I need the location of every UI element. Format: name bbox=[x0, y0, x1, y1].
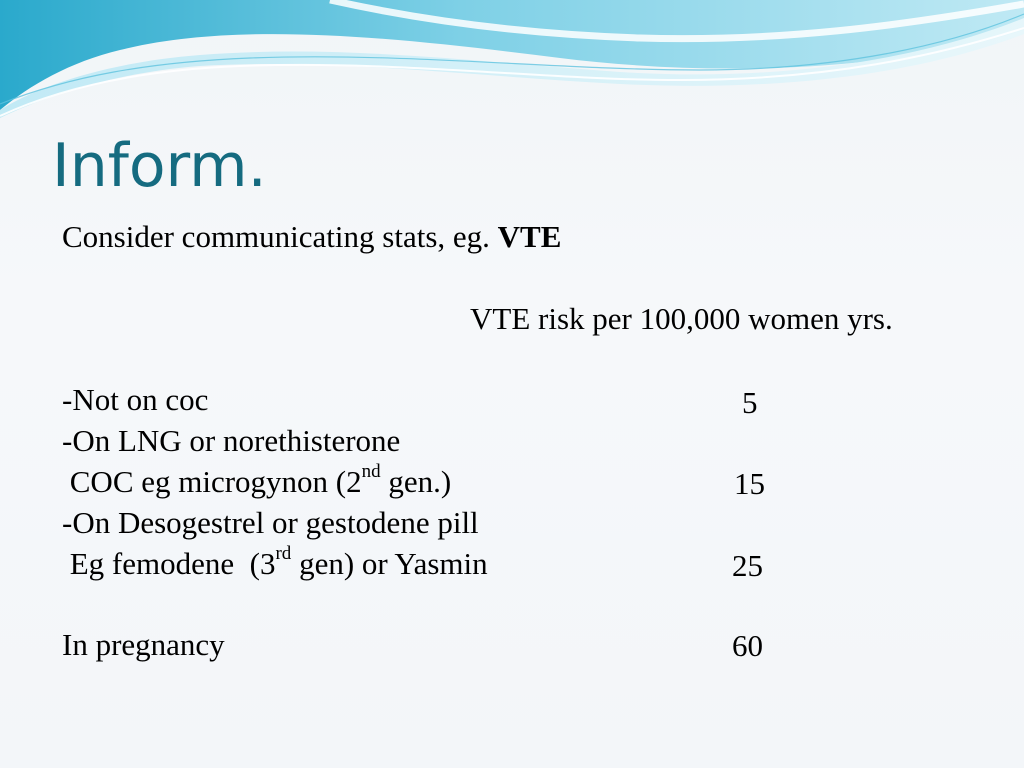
intro-emphasis: VTE bbox=[497, 219, 562, 254]
column-header: VTE risk per 100,000 women yrs. bbox=[470, 301, 893, 336]
row-label: In pregnancy bbox=[62, 627, 225, 662]
superscript: rd bbox=[275, 542, 292, 564]
row-label-continued: Eg femodene (3rd gen) or Yasmin bbox=[62, 542, 488, 581]
row-value: 25 bbox=[732, 548, 763, 583]
slide-title: Inform. bbox=[52, 131, 267, 201]
row-label: -Not on coc bbox=[62, 382, 209, 417]
header-wave-decoration bbox=[0, 0, 1024, 120]
intro-text: Consider communicating stats, eg. bbox=[62, 219, 498, 254]
row-label: -On LNG or norethisterone bbox=[62, 423, 401, 458]
superscript: nd bbox=[361, 460, 381, 482]
row-value: 5 bbox=[742, 385, 758, 420]
row-label: -On Desogestrel or gestodene pill bbox=[62, 505, 479, 540]
row-label-continued: COC eg microgynon (2nd gen.) bbox=[62, 460, 452, 499]
row-value: 15 bbox=[734, 466, 765, 501]
intro-line bbox=[62, 218, 561, 256]
row-value: 60 bbox=[732, 628, 763, 663]
